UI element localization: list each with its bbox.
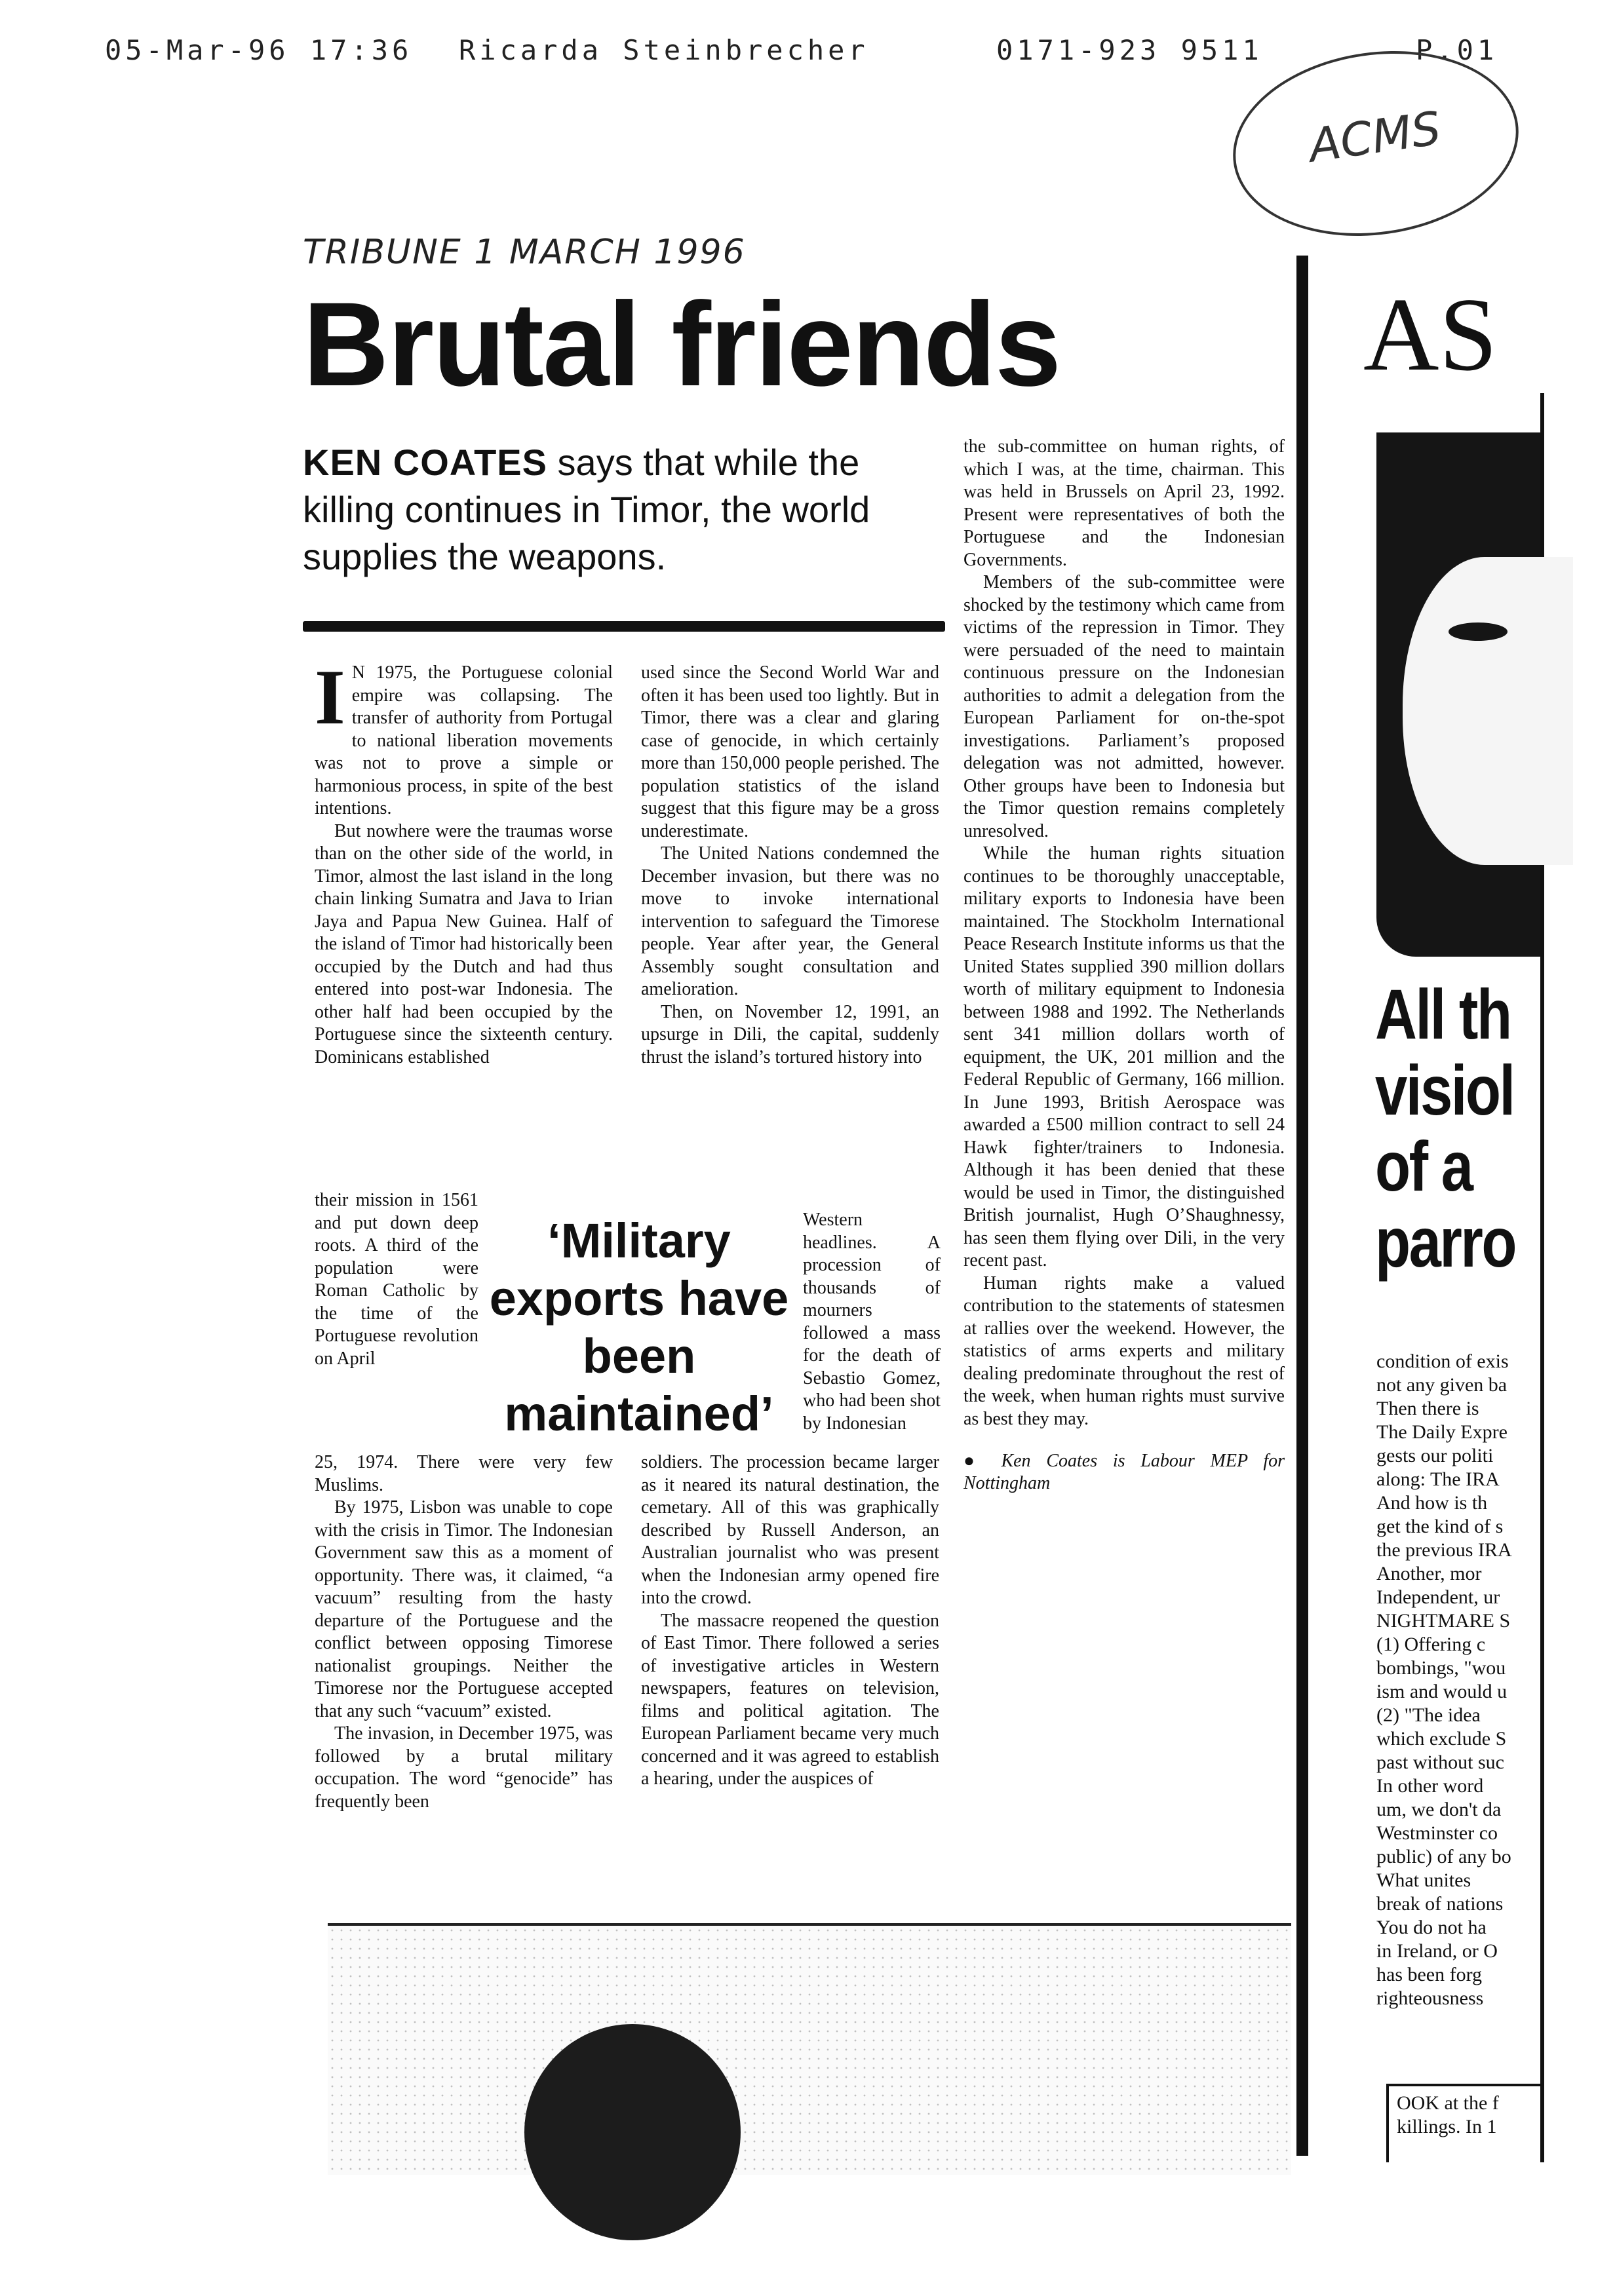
article-column-1-wrap xyxy=(315,1189,478,1448)
neighbor-text-line: bombings, "wou xyxy=(1376,1657,1506,1679)
neighbor-text-line: The Daily Expre xyxy=(1376,1421,1508,1443)
article-paragraph: N 1975, the Portuguese colonial empire was collapsing. The transfer of authority from Portugal to national liberation movements was not to prove a simple or harmonious process, in spite of the best intentions. xyxy=(315,662,613,818)
neighbor-text-line: along: The IRA xyxy=(1376,1468,1500,1490)
neighbor-text-line: What unites xyxy=(1376,1869,1471,1891)
neighbor-text-line: gests our politi xyxy=(1376,1445,1494,1466)
article-paragraph: the sub-committee on human rights, of which I was, at the time, chairman. This was held in Brussels on April 23, 1992. Present were representatives of both the Portuguese and the Indonesian Governments. xyxy=(963,436,1285,570)
standfirst xyxy=(303,439,945,609)
author-byline: ● Ken Coates is Labour MEP for Nottingham xyxy=(963,1451,1285,1493)
article-paragraph: their mission in 1561 and put down deep roots. A third of the population were Roman Catholic by the time of the Portuguese revolution on April xyxy=(315,1190,478,1369)
article-paragraph: But nowhere were the traumas worse than on the other side of the world, in Timor, almost the last island in the long chain linking Sumatra and Java to Irian Jaya and Papua New Guinea. Half of the island of Timor had historically been occupied by the Dutch and had thus entered into post-war Indonesia. The other half had been occupied by the Portuguese since the sixteenth century. Dominicans established xyxy=(315,820,613,1067)
neighbor-text-line: In other word xyxy=(1376,1775,1484,1797)
neighbor-text-line: NIGHTMARE S xyxy=(1376,1610,1511,1632)
drop-cap: I xyxy=(315,653,345,740)
neighbor-headline-line: visiol xyxy=(1375,1050,1514,1130)
article-paragraph: The massacre reopened the question of East Timor. There followed a series of investigative articles in Western newspapers, features on television, films and political agitation. The European Parliament became very much concerned and it was agreed to establish a hearing, under the auspices of xyxy=(641,1610,939,1789)
photo-halftone xyxy=(328,1926,1291,2175)
article-paragraph: By 1975, Lisbon was unable to cope with the crisis in Timor. The Indonesian Government saw this as a moment of opportunity. There was, it claimed, “a vacuum” resulting from the hasty departure of the Portuguese and the conflict between opposing Timorese nationalist groupings. Neither the Timorese nor the Portuguese accepted that any such “vacuum” existed. xyxy=(315,1497,613,1721)
neighbor-box-line: OOK at the f xyxy=(1397,2092,1499,2114)
handwritten-source-note: TRIBUNE 1 MARCH 1996 xyxy=(303,233,746,272)
article-paragraph: Then, on November 12, 1991, an upsurge in Dili, the capital, suddenly thrust the island’s tortured history into xyxy=(641,1001,939,1067)
neighbor-text-line: um, we don't da xyxy=(1376,1799,1502,1820)
neighbor-headline-line: parro xyxy=(1375,1202,1516,1282)
neighbor-text-line: break of nations xyxy=(1376,1893,1504,1915)
neighbor-article-text xyxy=(1376,1350,1542,2009)
article-column-2 xyxy=(641,662,939,1206)
pull-quote: ‘Military exports have been maintained’ xyxy=(489,1214,789,1441)
neighbor-text-line: in Ireland, or O xyxy=(1376,1940,1498,1962)
neighbor-text-line: not any given ba xyxy=(1376,1374,1508,1396)
neighbor-text-line: past without suc xyxy=(1376,1751,1504,1773)
neighbor-headline-line: All th xyxy=(1375,974,1511,1054)
neighbor-text-line: (1) Offering c xyxy=(1376,1634,1486,1655)
neighbor-masthead: AS xyxy=(1363,276,1498,392)
neighbor-text-line: the previous IRA xyxy=(1376,1539,1512,1561)
article-paragraph: While the human rights situation continues to be thoroughly unacceptable, military exports to Indonesia have been maintained. The Stockholm International Peace Research Institute informs us that the United States supplied 390 million dollars worth of military equipment to Indonesia between 1988 and 1992. The Netherlands sent 341 million dollars worth of equipment, the UK, 201 million and the Federal Republic of Germany, 166 million. In June 1993, British Aerospace was awarded a £500 million contract to sell 24 Hawk fighter/trainers to Indonesia. Although it has been denied that these would be used in Timor, the distinguished British journalist, Hugh O’Shaughnessy, has seen them flying over Dili, in the very recent past. xyxy=(963,843,1285,1271)
standfirst-text: says that while the killing continues in Timor, the world supplies the weapons. xyxy=(303,442,870,577)
column-divider xyxy=(1296,256,1308,2156)
fax-sender: Ricarda Steinbrecher xyxy=(459,34,869,66)
neighbor-text-line: righteousness xyxy=(1376,1987,1484,2009)
neighbor-text-line: condition of exis xyxy=(1376,1350,1509,1372)
handwritten-stamp: ACMS xyxy=(1221,33,1530,254)
article-column-1 xyxy=(315,653,613,1166)
portrait-face xyxy=(1403,557,1573,865)
standfirst-author: KEN COATES xyxy=(303,442,547,483)
article-paragraph: soldiers. The procession became larger as it neared its natural destination, the cemetary. All of this was graphically described by Russell Anderson, an Australian journalist who was present when the Indonesian army opened fire into the crowd. xyxy=(641,1452,939,1608)
fax-date-time: 05-Mar-96 17:36 xyxy=(105,34,413,66)
neighbor-text-line: Westminster co xyxy=(1376,1822,1498,1844)
neighbor-portrait-photo xyxy=(1376,432,1540,957)
portrait-eye xyxy=(1449,622,1508,641)
article-column-2-lower xyxy=(641,1451,939,1897)
neighbor-text-line: (2) "The idea xyxy=(1376,1704,1481,1726)
article-paragraph: Western headlines. A procession of thousands of mourners followed a mass for the death of Sebastio Gomez, who had been shot by Indonesian xyxy=(803,1210,941,1434)
article-paragraph: used since the Second World War and often it has been used too lightly. But in Timor, there was a clear and glaring case of genocide, in which certainly more than 150,000 people perished. The population statistics of the island suggest that this figure may be a gross underestimate. xyxy=(641,662,939,841)
neighbor-text-line: public) of any bo xyxy=(1376,1846,1511,1867)
neighbor-box-line: killings. In 1 xyxy=(1397,2116,1497,2137)
neighbor-headline xyxy=(1375,976,1516,1284)
article-column-3 xyxy=(963,436,1285,1884)
neighbor-boxed-text xyxy=(1386,2084,1544,2162)
neighbor-text-line: which exclude S xyxy=(1376,1728,1507,1750)
article-paragraph: The United Nations condemned the December invasion, but there was no move to invoke international intervention to safeguard the Timorese people. Year after year, the General Assembly sought consultation and amelioration. xyxy=(641,843,939,999)
neighbor-text-line: Another, mor xyxy=(1376,1563,1482,1584)
fax-phone: 0171-923 9511 xyxy=(996,34,1263,66)
neighbor-text-line: Then there is xyxy=(1376,1398,1479,1419)
article-column-2-wrap xyxy=(803,1209,941,1451)
fax-page-number: P.01 xyxy=(1416,34,1498,66)
neighbor-text-line: You do not ha xyxy=(1376,1917,1487,1938)
photo-dome-shape xyxy=(524,2024,741,2240)
article-paragraph: Human rights make a valued contribution to the statements of statesmen at rallies over the weekend. However, the statistics of arms experts and military dealing predominate throughout the rest of the week, when human rights must survive as best they may. xyxy=(963,1272,1285,1429)
fax-header xyxy=(105,34,1514,73)
divider-rule xyxy=(303,621,945,632)
neighbor-headline-line: of a xyxy=(1375,1126,1472,1206)
neighbor-text-line: And how is th xyxy=(1376,1492,1488,1514)
article-paragraph: The invasion, in December 1975, was followed by a brutal military occupation. The word “genocide” has frequently been xyxy=(315,1723,613,1812)
article-paragraph: 25, 1974. There were very few Muslims. xyxy=(315,1452,613,1495)
article-photo xyxy=(328,1923,1291,2175)
article-paragraph: Members of the sub-committee were shocked by the testimony which came from victims of the repression in Timor. They were persuaded of the need to maintain continuous pressure on the Indonesian authorities to admit a delegation from the European Parliament for on-the-spot investigations. Parliament’s proposed delegation was not admitted, however. Other groups have been to Indonesia but the Timor question remains completely unresolved. xyxy=(963,572,1285,841)
neighbor-text-line: has been forg xyxy=(1376,1964,1483,1985)
neighbor-text-line: get the kind of s xyxy=(1376,1516,1504,1537)
headline: Brutal friends xyxy=(303,277,1060,411)
neighbor-text-line: Independent, ur xyxy=(1376,1586,1500,1608)
neighbor-text-line: ism and would u xyxy=(1376,1681,1508,1702)
article-column-1-lower xyxy=(315,1451,613,1897)
